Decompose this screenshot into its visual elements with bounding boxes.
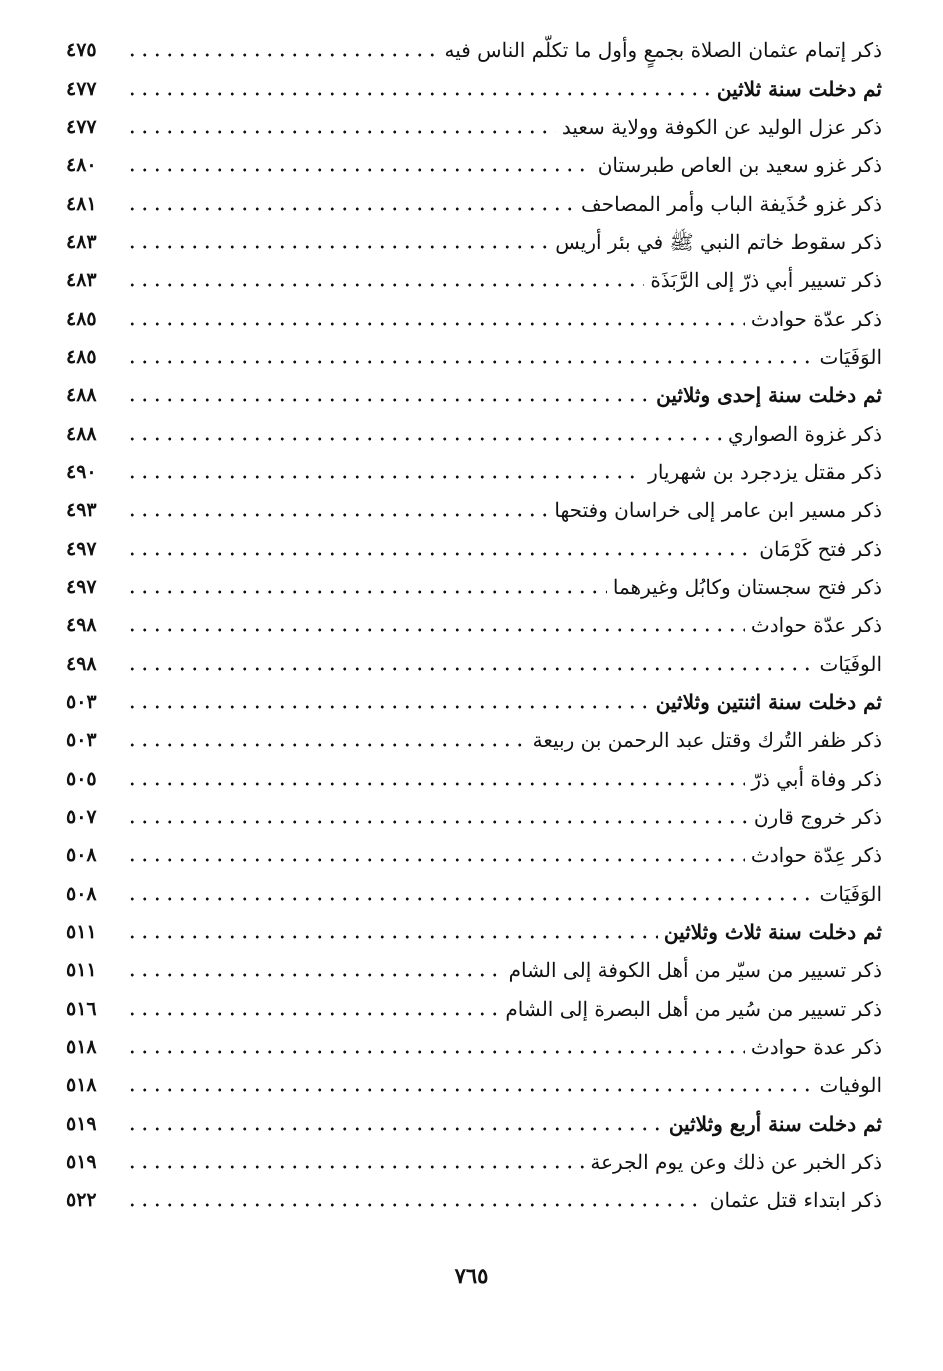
- toc-entry: [66, 797, 882, 835]
- toc-entry-page: ٤٨٣: [66, 230, 97, 253]
- toc-entry-page: ٥٠٣: [66, 729, 97, 752]
- toc-entry-title: الوَفَيَات: [819, 881, 882, 906]
- toc-entry: [66, 605, 882, 643]
- toc-entry: [66, 183, 882, 221]
- toc-entry-page: ٤٩٠: [66, 460, 97, 483]
- toc-entry-page: ٥٢٢: [66, 1189, 97, 1212]
- dot-leader: [126, 359, 814, 365]
- toc-entry: [66, 950, 882, 988]
- toc-entry-page: ٥٠٥: [66, 767, 97, 790]
- dot-leader: [126, 934, 658, 940]
- dot-leader: [126, 512, 548, 518]
- toc-entry: [66, 30, 882, 68]
- toc-entry-page: ٤٨٠: [66, 154, 97, 177]
- dot-leader: [126, 551, 753, 557]
- toc-entry-title: ثم دخلت سنة إحدى وثلاثين: [656, 383, 882, 408]
- toc-entry: [66, 337, 882, 375]
- toc-entry-title: ذكر وفاة أبي ذرّ: [751, 766, 882, 791]
- dot-leader: [126, 972, 503, 978]
- toc-entry-page: ٤٧٥: [66, 39, 97, 62]
- toc-entry-page: ٥١١: [66, 959, 97, 982]
- toc-entry: [66, 1142, 882, 1180]
- dot-leader: [126, 397, 650, 403]
- dot-leader: [126, 52, 438, 58]
- toc-entry-title: ثم دخلت سنة اثنتين وثلاثين: [655, 689, 882, 714]
- toc-entry: [66, 758, 882, 796]
- toc-year-heading: [66, 68, 882, 106]
- page-number: ٧٦٥: [454, 1263, 489, 1288]
- toc-entry-title: ذكر إتمام عثمان الصلاة بجمعٍ وأول ما تكلّم الناس فيه: [444, 38, 882, 63]
- dot-leader: [126, 627, 745, 633]
- toc-entry-title: ذكر عِدّة حوادث: [750, 843, 882, 868]
- toc-entry-title: ثم دخلت سنة أربع وثلاثين: [668, 1111, 882, 1136]
- toc-entry: [66, 835, 882, 873]
- toc-entry-page: ٥١٩: [66, 1112, 97, 1135]
- toc-entry-page: ٤٧٧: [66, 115, 97, 138]
- dot-leader: [126, 896, 814, 902]
- toc-entry-title: ذكر فتح كَرْمَان: [759, 536, 882, 561]
- dot-leader: [126, 742, 527, 748]
- dot-leader: [126, 206, 575, 212]
- toc-entry: [66, 1180, 882, 1218]
- toc-entry-page: ٥٠٣: [66, 690, 97, 713]
- dot-leader: [126, 244, 549, 250]
- toc-year-heading: [66, 1103, 882, 1141]
- dot-leader: [126, 167, 592, 173]
- toc-entry: [66, 528, 882, 566]
- dot-leader: [126, 819, 748, 825]
- toc-entry-page: ٥١٨: [66, 1035, 97, 1058]
- toc-entry-page: ٤٩٨: [66, 614, 97, 637]
- toc-entry: [66, 1027, 882, 1065]
- toc-entry-page: ٤٨٥: [66, 345, 97, 368]
- dot-leader: [126, 282, 644, 288]
- toc-entry: [66, 490, 882, 528]
- toc-entry-page: ٥٠٨: [66, 844, 97, 867]
- dot-leader: [126, 857, 745, 863]
- toc-entry-page: ٤٩٣: [66, 499, 97, 522]
- toc-entry-title: ذكر عدّة حوادث: [750, 306, 882, 331]
- toc-entry-title: ذكر عزل الوليد عن الكوفة وولاية سعيد: [561, 114, 882, 139]
- toc-entry-page: ٥١٨: [66, 1074, 97, 1097]
- toc-entry-title: ذكر تسيير من سيّر من أهل الكوفة إلى الشام: [508, 958, 882, 983]
- toc-entry: [66, 873, 882, 911]
- toc-entry-title: ذكر تسيير أبي ذرّ إلى الرَّبَذَة: [650, 268, 882, 293]
- toc-entry-title: ذكر عدة حوادث: [750, 1034, 882, 1059]
- toc-year-heading: [66, 375, 882, 413]
- toc-entry-title: الوفيات: [819, 1073, 882, 1098]
- toc-entry: [66, 567, 882, 605]
- toc-entry: [66, 1065, 882, 1103]
- toc-entry-title: الوفَيَات: [819, 651, 882, 676]
- dot-leader: [126, 704, 650, 710]
- dot-leader: [126, 666, 814, 672]
- toc-entry-title: ذكر خروج قارن: [753, 804, 882, 829]
- dot-leader: [126, 589, 607, 595]
- toc-entry-title: الوَفَيَات: [819, 344, 882, 369]
- toc-entry: [66, 298, 882, 336]
- dot-leader: [126, 781, 745, 787]
- toc-entry: [66, 988, 882, 1026]
- toc-entry-title: ذكر تسيير من سُير من أهل البصرة إلى الشام: [505, 996, 882, 1021]
- toc-entry: [66, 643, 882, 681]
- dot-leader: [126, 1126, 663, 1132]
- toc-entry-title: ذكر ظفر التُرك وقتل عبد الرحمن بن ربيعة: [532, 728, 882, 753]
- dot-leader: [126, 1049, 745, 1055]
- toc-entry-page: ٤٩٧: [66, 537, 97, 560]
- toc-entry-title: ثم دخلت سنة ثلاثين: [716, 76, 882, 101]
- dot-leader: [126, 1087, 814, 1093]
- toc-entry-page: ٤٨٥: [66, 307, 97, 330]
- toc-entry-title: ثم دخلت سنة ثلاث وثلاثين: [663, 919, 882, 944]
- toc-entry-title: ذكر سقوط خاتم النبي ﷺ في بئر أريس: [555, 229, 882, 254]
- toc-entry-title: ذكر مقتل يزدجرد بن شهريار: [648, 459, 882, 484]
- toc-entry: [66, 452, 882, 490]
- dot-leader: [126, 1164, 584, 1170]
- toc-entry-title: ذكر مسير ابن عامر إلى خراسان وفتحها: [554, 498, 882, 523]
- toc-entry: [66, 145, 882, 183]
- toc-entry-page: ٤٧٧: [66, 77, 97, 100]
- dot-leader: [126, 129, 556, 135]
- toc-entry-page: ٤٨٨: [66, 422, 97, 445]
- toc-entry-title: ذكر الخبر عن ذلك وعن يوم الجرعة: [590, 1149, 882, 1174]
- dot-leader: [126, 321, 745, 327]
- toc-year-heading: [66, 912, 882, 950]
- toc-entry: [66, 222, 882, 260]
- toc-entry-page: ٥١٩: [66, 1150, 97, 1173]
- toc-entry: [66, 720, 882, 758]
- toc-entry-title: ذكر غزوة الصواري: [727, 421, 882, 446]
- toc-entry-title: ذكر فتح سجستان وكابُل وغيرهما: [612, 574, 882, 599]
- toc-entry-page: ٥١٦: [66, 997, 97, 1020]
- dot-leader: [126, 1011, 499, 1017]
- toc-entry-title: ذكر غزو سعيد بن العاص طبرستان: [597, 153, 882, 178]
- toc-entry-page: ٤٩٧: [66, 575, 97, 598]
- toc-entry-title: ذكر عدّة حوادث: [750, 613, 882, 638]
- dot-leader: [126, 436, 722, 442]
- toc-entry: [66, 260, 882, 298]
- toc-entry-page: ٥١١: [66, 920, 97, 943]
- toc-entry-page: ٥٠٧: [66, 805, 97, 828]
- toc-entry-page: ٥٠٨: [66, 882, 97, 905]
- table-of-contents: [66, 30, 882, 1218]
- toc-entry-title: ذكر ابتداء قتل عثمان: [709, 1188, 882, 1213]
- dot-leader: [126, 91, 711, 97]
- toc-entry-page: ٤٨٣: [66, 269, 97, 292]
- toc-entry: [66, 413, 882, 451]
- toc-entry-title: ذكر غزو حُذَيفة الباب وأمر المصاحف: [581, 191, 882, 216]
- toc-entry-page: ٤٨١: [66, 192, 97, 215]
- toc-entry: [66, 107, 882, 145]
- toc-entry-page: ٤٩٨: [66, 652, 97, 675]
- dot-leader: [126, 1202, 704, 1208]
- toc-year-heading: [66, 682, 882, 720]
- dot-leader: [126, 474, 642, 480]
- toc-entry-page: ٤٨٨: [66, 384, 97, 407]
